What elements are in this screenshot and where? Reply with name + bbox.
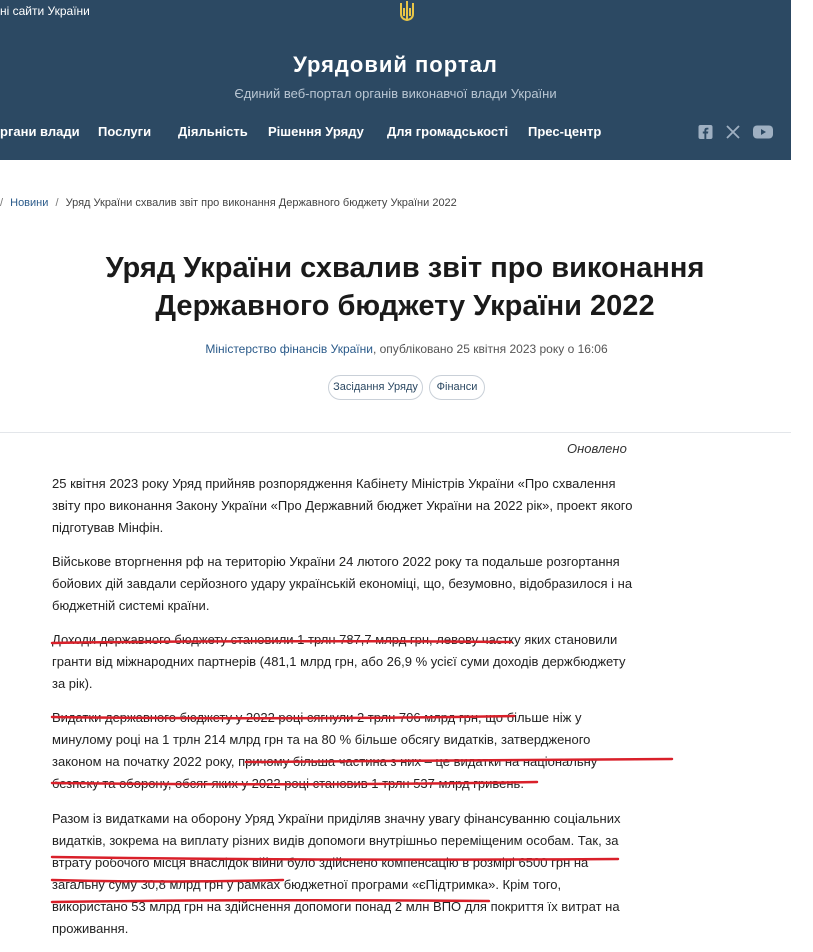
- breadcrumb-news-link[interactable]: Новини: [10, 197, 49, 209]
- nav-item-authorities[interactable]: ргани влади: [0, 124, 80, 139]
- article-body: [52, 473, 637, 952]
- breadcrumb-current: Уряд України схвалив звіт про виконання Державного бюджету України 2022: [65, 197, 457, 209]
- nav-item-for-public[interactable]: Для громадськості: [387, 124, 509, 139]
- nav-item-services[interactable]: Послуги: [98, 124, 152, 139]
- breadcrumb-separator: /: [55, 197, 59, 209]
- article-paragraph: 25 квітня 2023 року Уряд прийняв розпорядження Кабінету Міністрів України «Про схвалення звіту про виконання Закону України «Про Державний бюджет України на 2022 рік», проект якого підготував Мінфін.: [52, 476, 633, 535]
- facebook-icon[interactable]: [698, 124, 713, 140]
- youtube-icon[interactable]: [753, 124, 773, 140]
- breadcrumb-separator: /: [0, 197, 4, 209]
- breadcrumb: [0, 197, 457, 209]
- x-icon[interactable]: [726, 124, 740, 140]
- article-paragraph: Видатки державного бюджету у 2022 році сягнули 2 трлн 706 млрд грн, що більше ніж у минулому році на 1 трлн 214 млрд грн та на 80 % більше обсягу видатків, затвердженого законом на початку 2022 року, причому більша частина з них – це видатки на національну безпеку та оборону, обсяг яких у 2022 році становив 1 трлн 537 млрд гривень.: [52, 710, 598, 791]
- article-title: Уряд України схвалив звіт про виконання Державного бюджету України 2022: [105, 252, 705, 322]
- article-meta: [0, 342, 813, 356]
- article-paragraph: Доходи державного бюджету становили 1 трлн 787,7 млрд грн, левову частку яких становили гранти від міжнародних партнерів (481,1 млрд грн, або 26,9 % усієї суми доходів держбюджету за рік).: [52, 632, 626, 691]
- nav-item-activities[interactable]: Діяльність: [178, 124, 248, 139]
- trident-logo-icon[interactable]: [395, 0, 419, 24]
- portal-subtitle: Єдиний веб-портал органів виконавчої влади України: [234, 86, 557, 101]
- ministry-link[interactable]: Міністерство фінансів України: [205, 342, 373, 356]
- other-sites-link[interactable]: ні сайти України: [0, 4, 90, 18]
- article-paragraph: Військове вторгнення рф на територію України 24 лютого 2022 року та подальше розгортання бойових дій завдали серйозного удару українській економіці, що, безумовно, відобразилося і на бюджетній системі країни.: [52, 554, 633, 613]
- nav-item-government-decisions[interactable]: Рішення Уряду: [268, 124, 364, 139]
- content-divider: [0, 432, 791, 433]
- tag-finance[interactable]: Фінанси: [429, 375, 485, 400]
- main-nav: [0, 124, 791, 144]
- portal-title[interactable]: Урядовий портал: [293, 52, 498, 77]
- updated-label: Оновлено: [567, 441, 627, 456]
- publish-date: , опубліковано 25 квітня 2023 року о 16:06: [372, 342, 608, 356]
- article-paragraph: Разом із видатками на оборону Уряд України приділяв значну увагу фінансуванню соціальних видатків, зокрема на виплату різних видів допомоги внутрішньо переміщеним особам. Так, за втрату робочого місця внаслідок війни було здійснено компенсацію в розмірі 6500 грн на загальну суму 30,8 млрд грн у рамках бюджетної програми «єПідтримка». Крім того, використано 53 млрд грн на здійснення допомоги понад 2 млн ВПО для покриття їх витрат на проживання.: [52, 811, 621, 936]
- site-header: [0, 0, 791, 160]
- nav-item-press-center[interactable]: Прес-центр: [528, 124, 602, 139]
- tag-government-meeting[interactable]: Засідання Уряду: [328, 375, 423, 400]
